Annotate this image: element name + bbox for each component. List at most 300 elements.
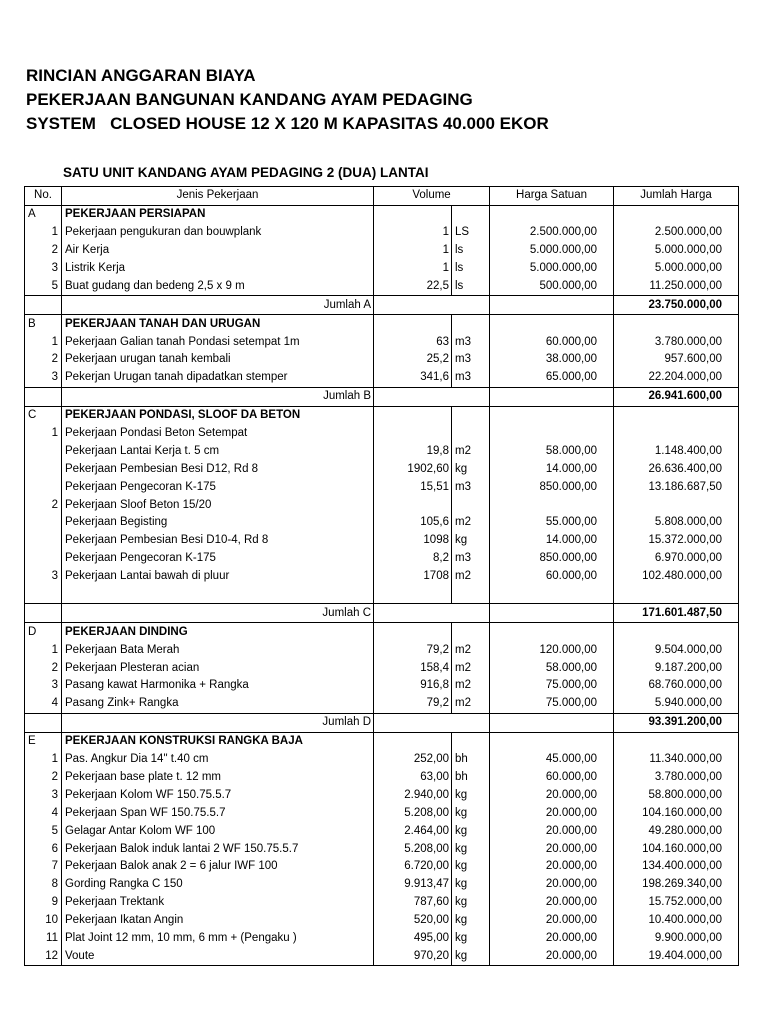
volume-unit: m2 [452, 442, 490, 460]
volume-value: 520,00 [374, 912, 452, 930]
unit-price [490, 205, 614, 223]
table-row [25, 894, 739, 912]
volume-value [374, 732, 452, 750]
total-price: 957.600,00 [614, 351, 739, 369]
row-number: 1 [25, 333, 62, 351]
job-description: Pekerjaan Pengecoran K-175 [62, 550, 374, 568]
subtotal-label: Jumlah C [62, 604, 374, 623]
volume-unit: kg [452, 930, 490, 948]
volume-unit: m3 [452, 550, 490, 568]
volume-value: 5.208,00 [374, 840, 452, 858]
volume-value: 2.464,00 [374, 822, 452, 840]
subtotal-amount: 93.391.200,00 [614, 713, 739, 732]
volume-value: 63,00 [374, 769, 452, 787]
volume-value [374, 623, 452, 641]
heading-line-3: SYSTEM CLOSED HOUSE 12 X 120 M KAPASITAS 40.000 EKOR [26, 114, 549, 133]
total-price: 9.504.000,00 [614, 641, 739, 659]
heading-line-2: PEKERJAAN BANGUNAN KANDANG AYAM PEDAGING [26, 90, 473, 109]
subtotal-amount: 171.601.487,50 [614, 604, 739, 623]
table-row [25, 695, 739, 713]
header-volume: Volume [374, 187, 490, 206]
volume-unit: LS [452, 224, 490, 242]
job-description: Pekerjaan Pembesian Besi D10-4, Rd 8 [62, 532, 374, 550]
row-number: 12 [25, 947, 62, 965]
table-row [25, 351, 739, 369]
table-row [25, 876, 739, 894]
row-number [25, 442, 62, 460]
volume-unit: kg [452, 840, 490, 858]
table-row [25, 659, 739, 677]
volume-value: 105,6 [374, 514, 452, 532]
row-number [25, 460, 62, 478]
unit-price: 60.000,00 [490, 769, 614, 787]
table-row [25, 786, 739, 804]
volume-value: 19,8 [374, 442, 452, 460]
row-number [25, 604, 62, 623]
row-number: C [25, 406, 62, 424]
volume-value [374, 496, 452, 514]
table-row [25, 460, 739, 478]
row-number: 7 [25, 858, 62, 876]
total-price: 2.500.000,00 [614, 224, 739, 242]
row-number: 5 [25, 277, 62, 295]
volume-value: 63 [374, 333, 452, 351]
total-price: 1.148.400,00 [614, 442, 739, 460]
job-description: Pekerjaan Lantai bawah di pluur [62, 568, 374, 586]
table-row [25, 930, 739, 948]
table-row [25, 442, 739, 460]
unit-price [490, 296, 614, 315]
volume-value: 8,2 [374, 550, 452, 568]
job-description: PEKERJAAN PERSIAPAN [62, 205, 374, 223]
volume-unit: kg [452, 876, 490, 894]
header-no: No. [25, 187, 62, 206]
volume-unit [452, 713, 490, 732]
total-price: 134.400.000,00 [614, 858, 739, 876]
total-price: 49.280.000,00 [614, 822, 739, 840]
row-number: 2 [25, 351, 62, 369]
header-unit-price: Harga Satuan [490, 187, 614, 206]
volume-value [374, 604, 452, 623]
total-price [614, 623, 739, 641]
table-row [25, 568, 739, 586]
job-description: Voute [62, 947, 374, 965]
volume-unit: m3 [452, 478, 490, 496]
job-description: Pekerjaan Ikatan Angin [62, 912, 374, 930]
unit-price: 14.000,00 [490, 532, 614, 550]
unit-price [490, 387, 614, 406]
section-row [25, 205, 739, 223]
volume-unit: kg [452, 858, 490, 876]
total-price: 15.752.000,00 [614, 894, 739, 912]
row-number [25, 550, 62, 568]
unit-price: 850.000,00 [490, 550, 614, 568]
unit-price: 20.000,00 [490, 947, 614, 965]
total-price: 5.808.000,00 [614, 514, 739, 532]
job-description: PEKERJAAN TANAH DAN URUGAN [62, 315, 374, 333]
job-description: Pekerjaan Pembesian Besi D12, Rd 8 [62, 460, 374, 478]
total-price: 10.400.000,00 [614, 912, 739, 930]
subtotal-row [25, 296, 739, 315]
row-number: 6 [25, 840, 62, 858]
job-description: PEKERJAAN DINDING [62, 623, 374, 641]
job-description: Pekerjaan Galian tanah Pondasi setempat 1m [62, 333, 374, 351]
volume-unit: kg [452, 532, 490, 550]
total-price: 6.970.000,00 [614, 550, 739, 568]
row-number [25, 586, 62, 604]
volume-unit: bh [452, 751, 490, 769]
total-price: 5.000.000,00 [614, 242, 739, 260]
unit-price: 38.000,00 [490, 351, 614, 369]
job-description [62, 586, 374, 604]
section-row [25, 406, 739, 424]
total-price: 5.940.000,00 [614, 695, 739, 713]
volume-value: 1708 [374, 568, 452, 586]
volume-unit: m2 [452, 641, 490, 659]
total-price: 68.760.000,00 [614, 677, 739, 695]
job-description: Pasang Zink+ Rangka [62, 695, 374, 713]
row-number: 4 [25, 804, 62, 822]
total-price: 19.404.000,00 [614, 947, 739, 965]
volume-unit [452, 496, 490, 514]
table-row [25, 769, 739, 787]
total-price: 3.780.000,00 [614, 769, 739, 787]
total-price: 22.204.000,00 [614, 369, 739, 387]
total-price: 3.780.000,00 [614, 333, 739, 351]
unit-price: 58.000,00 [490, 442, 614, 460]
table-row [25, 532, 739, 550]
unit-price: 14.000,00 [490, 460, 614, 478]
table-row [25, 912, 739, 930]
volume-value: 2.940,00 [374, 786, 452, 804]
row-number: 1 [25, 641, 62, 659]
budget-table [24, 186, 739, 966]
volume-unit [452, 296, 490, 315]
volume-unit: m2 [452, 568, 490, 586]
volume-unit: m2 [452, 514, 490, 532]
unit-price: 75.000,00 [490, 677, 614, 695]
volume-unit: kg [452, 947, 490, 965]
unit-price: 20.000,00 [490, 930, 614, 948]
unit-price: 20.000,00 [490, 822, 614, 840]
row-number: 3 [25, 568, 62, 586]
unit-price [490, 604, 614, 623]
volume-value [374, 425, 452, 443]
table-row [25, 858, 739, 876]
total-price: 198.269.340,00 [614, 876, 739, 894]
row-number: 2 [25, 769, 62, 787]
job-description: PEKERJAAN KONSTRUKSI RANGKA BAJA [62, 732, 374, 750]
subtotal-row [25, 387, 739, 406]
row-number: 4 [25, 695, 62, 713]
job-description: Pekerjaan Span WF 150.75.5.7 [62, 804, 374, 822]
total-price [614, 315, 739, 333]
unit-price: 55.000,00 [490, 514, 614, 532]
volume-unit [452, 732, 490, 750]
total-price [614, 205, 739, 223]
volume-unit [452, 425, 490, 443]
job-description: Pekerjaan Pondasi Beton Setempat [62, 425, 374, 443]
unit-price: 2.500.000,00 [490, 224, 614, 242]
job-description: Pekerjaan Pengecoran K-175 [62, 478, 374, 496]
subtotal-amount: 26.941.600,00 [614, 387, 739, 406]
volume-unit: kg [452, 786, 490, 804]
volume-unit: m2 [452, 677, 490, 695]
subtotal-amount: 23.750.000,00 [614, 296, 739, 315]
volume-value [374, 205, 452, 223]
total-price: 11.340.000,00 [614, 751, 739, 769]
unit-price: 20.000,00 [490, 786, 614, 804]
table-row [25, 260, 739, 278]
header-total-price: Jumlah Harga [614, 187, 739, 206]
volume-unit: ls [452, 260, 490, 278]
total-price: 9.187.200,00 [614, 659, 739, 677]
table-row [25, 425, 739, 443]
table-subtitle: SATU UNIT KANDANG AYAM PEDAGING 2 (DUA) LANTAI [63, 165, 429, 180]
job-description: Pekerjaan Trektank [62, 894, 374, 912]
job-description: Pekerjaan base plate t. 12 mm [62, 769, 374, 787]
volume-unit: ls [452, 277, 490, 295]
unit-price: 58.000,00 [490, 659, 614, 677]
volume-value: 158,4 [374, 659, 452, 677]
section-row [25, 623, 739, 641]
volume-unit: m3 [452, 369, 490, 387]
unit-price: 20.000,00 [490, 840, 614, 858]
volume-unit [452, 387, 490, 406]
unit-price: 20.000,00 [490, 894, 614, 912]
table-header-row [25, 187, 739, 206]
volume-unit: bh [452, 769, 490, 787]
volume-unit: kg [452, 460, 490, 478]
total-price: 104.160.000,00 [614, 840, 739, 858]
volume-value: 5.208,00 [374, 804, 452, 822]
row-number: 1 [25, 425, 62, 443]
total-price: 104.160.000,00 [614, 804, 739, 822]
row-number: 2 [25, 659, 62, 677]
table-row [25, 840, 739, 858]
table-row [25, 822, 739, 840]
volume-unit: m3 [452, 351, 490, 369]
subtotal-row [25, 713, 739, 732]
row-number: B [25, 315, 62, 333]
unit-price: 120.000,00 [490, 641, 614, 659]
unit-price [490, 406, 614, 424]
volume-unit [452, 604, 490, 623]
table-row [25, 550, 739, 568]
row-number: 1 [25, 224, 62, 242]
table-row [25, 514, 739, 532]
table-row [25, 677, 739, 695]
volume-value [374, 387, 452, 406]
volume-value: 970,20 [374, 947, 452, 965]
volume-unit [452, 205, 490, 223]
unit-price [490, 623, 614, 641]
volume-value: 15,51 [374, 478, 452, 496]
total-price [614, 406, 739, 424]
job-description: Listrik Kerja [62, 260, 374, 278]
job-description: Pekerjaan Kolom WF 150.75.5.7 [62, 786, 374, 804]
unit-price: 60.000,00 [490, 568, 614, 586]
job-description: Pasang kawat Harmonika + Rangka [62, 677, 374, 695]
unit-price: 45.000,00 [490, 751, 614, 769]
row-number: 11 [25, 930, 62, 948]
unit-price [490, 713, 614, 732]
volume-value: 252,00 [374, 751, 452, 769]
total-price: 11.250.000,00 [614, 277, 739, 295]
job-description: Pekerjan Urugan tanah dipadatkan stemper [62, 369, 374, 387]
job-description: Pekerjaan urugan tanah kembali [62, 351, 374, 369]
total-price [614, 732, 739, 750]
volume-value: 1098 [374, 532, 452, 550]
total-price [614, 586, 739, 604]
unit-price [490, 315, 614, 333]
total-price: 13.186.687,50 [614, 478, 739, 496]
volume-unit: m2 [452, 695, 490, 713]
volume-unit: kg [452, 822, 490, 840]
header-job: Jenis Pekerjaan [62, 187, 374, 206]
volume-value: 1 [374, 260, 452, 278]
row-number: 3 [25, 369, 62, 387]
subtotal-row [25, 604, 739, 623]
table-row [25, 586, 739, 604]
row-number: A [25, 205, 62, 223]
job-description: Pekerjaan Balok anak 2 = 6 jalur IWF 100 [62, 858, 374, 876]
unit-price: 5.000.000,00 [490, 242, 614, 260]
volume-value: 916,8 [374, 677, 452, 695]
table-row [25, 947, 739, 965]
row-number [25, 478, 62, 496]
unit-price [490, 425, 614, 443]
row-number: 10 [25, 912, 62, 930]
volume-value [374, 586, 452, 604]
unit-price: 850.000,00 [490, 478, 614, 496]
volume-unit: kg [452, 894, 490, 912]
job-description: Gelagar Antar Kolom WF 100 [62, 822, 374, 840]
row-number: 5 [25, 822, 62, 840]
table-row [25, 369, 739, 387]
table-row [25, 242, 739, 260]
job-description: Air Kerja [62, 242, 374, 260]
unit-price: 20.000,00 [490, 804, 614, 822]
table-row [25, 333, 739, 351]
table-row [25, 224, 739, 242]
volume-value: 1 [374, 224, 452, 242]
unit-price: 500.000,00 [490, 277, 614, 295]
job-description: Plat Joint 12 mm, 10 mm, 6 mm + (Pengaku ) [62, 930, 374, 948]
heading-line-1: RINCIAN ANGGARAN BIAYA [26, 66, 256, 85]
total-price: 9.900.000,00 [614, 930, 739, 948]
unit-price [490, 586, 614, 604]
volume-value: 22,5 [374, 277, 452, 295]
volume-value [374, 406, 452, 424]
volume-value: 25,2 [374, 351, 452, 369]
total-price: 102.480.000,00 [614, 568, 739, 586]
row-number: 3 [25, 260, 62, 278]
job-description: PEKERJAAN PONDASI, SLOOF DA BETON [62, 406, 374, 424]
row-number: E [25, 732, 62, 750]
unit-price [490, 496, 614, 514]
volume-unit [452, 315, 490, 333]
section-row [25, 315, 739, 333]
row-number [25, 713, 62, 732]
unit-price: 5.000.000,00 [490, 260, 614, 278]
volume-unit: kg [452, 804, 490, 822]
table-row [25, 478, 739, 496]
volume-value: 1902,60 [374, 460, 452, 478]
unit-price: 65.000,00 [490, 369, 614, 387]
total-price [614, 425, 739, 443]
volume-value [374, 713, 452, 732]
job-description: Pas. Angkur Dia 14" t.40 cm [62, 751, 374, 769]
row-number: 1 [25, 751, 62, 769]
unit-price: 20.000,00 [490, 876, 614, 894]
row-number [25, 296, 62, 315]
job-description: Buat gudang dan bedeng 2,5 x 9 m [62, 277, 374, 295]
total-price [614, 496, 739, 514]
table-row [25, 751, 739, 769]
subtotal-label: Jumlah D [62, 713, 374, 732]
subtotal-label: Jumlah B [62, 387, 374, 406]
volume-unit: ls [452, 242, 490, 260]
table-row [25, 641, 739, 659]
unit-price: 20.000,00 [490, 858, 614, 876]
volume-value: 6.720,00 [374, 858, 452, 876]
row-number [25, 532, 62, 550]
table-row [25, 804, 739, 822]
total-price: 26.636.400,00 [614, 460, 739, 478]
section-row [25, 732, 739, 750]
job-description: Gording Rangka C 150 [62, 876, 374, 894]
volume-unit: m3 [452, 333, 490, 351]
table-row [25, 277, 739, 295]
volume-unit: m2 [452, 659, 490, 677]
job-description: Pekerjaan Begisting [62, 514, 374, 532]
subtotal-label: Jumlah A [62, 296, 374, 315]
row-number: 8 [25, 876, 62, 894]
unit-price: 75.000,00 [490, 695, 614, 713]
volume-unit [452, 586, 490, 604]
row-number: 3 [25, 677, 62, 695]
volume-value: 1 [374, 242, 452, 260]
job-description: Pekerjaan Balok induk lantai 2 WF 150.75.5.7 [62, 840, 374, 858]
total-price: 58.800.000,00 [614, 786, 739, 804]
job-description: Pekerjaan Sloof Beton 15/20 [62, 496, 374, 514]
volume-value: 341,6 [374, 369, 452, 387]
unit-price [490, 732, 614, 750]
volume-unit [452, 623, 490, 641]
job-description: Pekerjaan Lantai Kerja t. 5 cm [62, 442, 374, 460]
table-body [25, 205, 739, 965]
volume-value: 787,60 [374, 894, 452, 912]
table-row [25, 496, 739, 514]
volume-value: 495,00 [374, 930, 452, 948]
job-description: Pekerjaan Plesteran acian [62, 659, 374, 677]
row-number: 3 [25, 786, 62, 804]
total-price: 5.000.000,00 [614, 260, 739, 278]
volume-unit [452, 406, 490, 424]
row-number: D [25, 623, 62, 641]
row-number [25, 514, 62, 532]
unit-price: 60.000,00 [490, 333, 614, 351]
document-heading [26, 64, 549, 136]
volume-value: 79,2 [374, 695, 452, 713]
unit-price: 20.000,00 [490, 912, 614, 930]
row-number [25, 387, 62, 406]
row-number: 2 [25, 242, 62, 260]
job-description: Pekerjaan pengukuran dan bouwplank [62, 224, 374, 242]
volume-unit: kg [452, 912, 490, 930]
volume-value: 79,2 [374, 641, 452, 659]
